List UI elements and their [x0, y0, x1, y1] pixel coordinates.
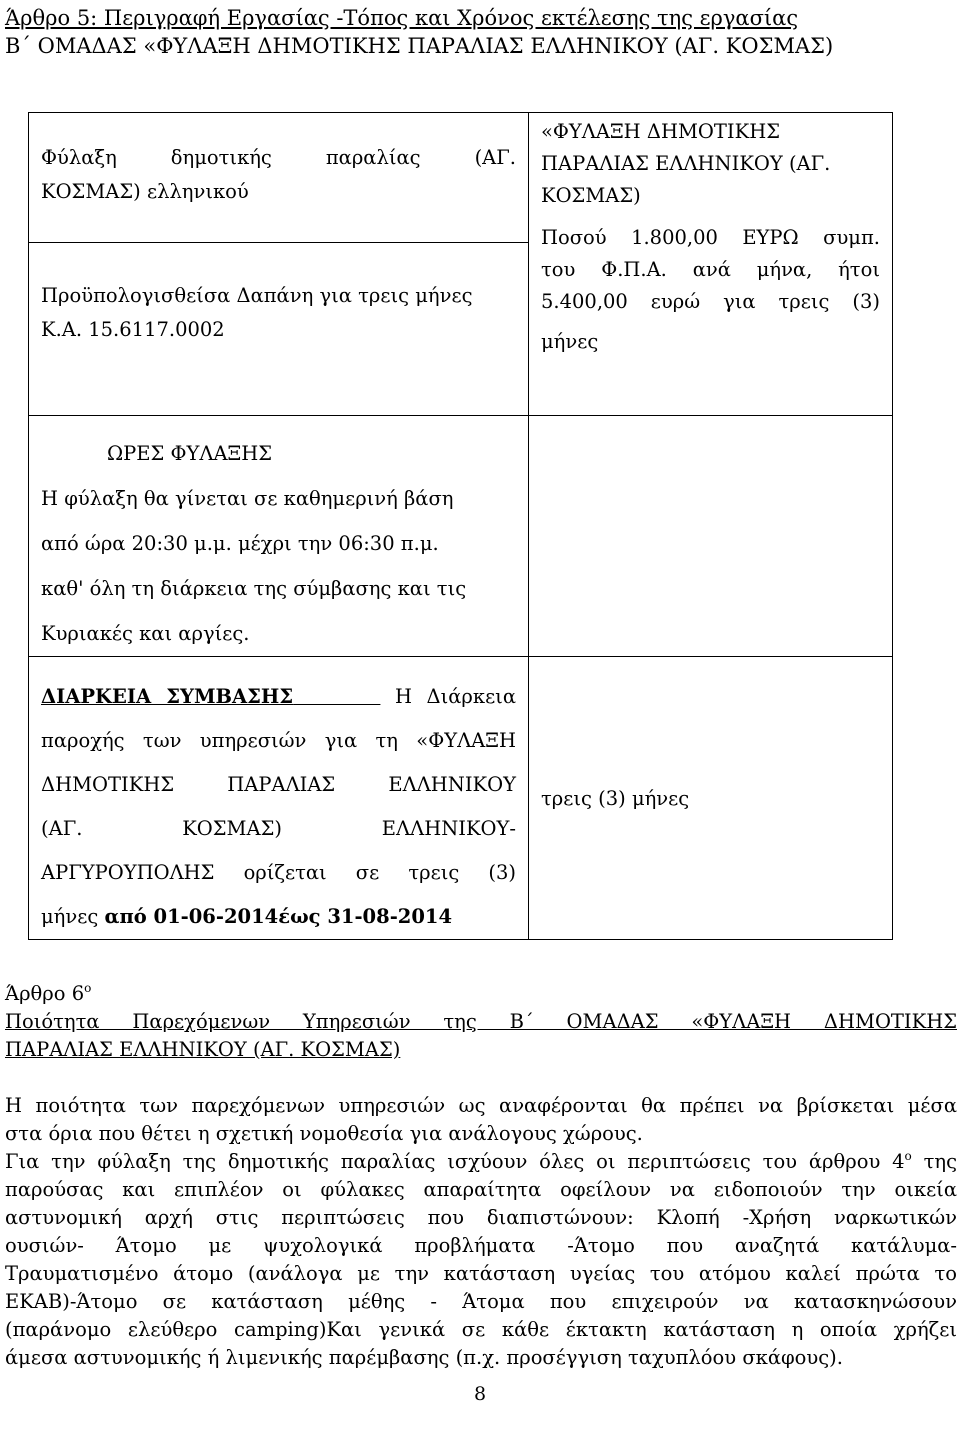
- article5-group-title: Β΄ ΟΜΑΔΑΣ «ΦΥΛΑΞΗ ΔΗΜΟΤΙΚΗΣ ΠΑΡΑΛΙΑΣ ΕΛΛΗΝΙΚΟΥ (ΑΓ. ΚΟΣΜΑΣ): [5, 34, 834, 58]
- empty-cell: [529, 416, 893, 657]
- budget-cell: Προϋπολογισθείσα Δαπάνη για τρεις μήνες Κ.Α. 15.6117.0002: [29, 243, 529, 416]
- article6-title: Άρθρο $6^o$: [5, 981, 92, 1005]
- duration-value-cell: τρεις (3) μήνες: [529, 657, 893, 940]
- paragraph-line: άμεσα αστυνομικής ή λιμενικής παρέμβασης (π.χ. προσέγγιση ταχυπλόου σκάφους).: [5, 1346, 843, 1369]
- paragraph-line: ΕΚΑΒ)-Άτομο σε κατάσταση μέθης - Άτομα που επιχειρούν να κατασκηνώσουν: [5, 1290, 957, 1313]
- spec-table: [28, 112, 893, 940]
- table-row: [29, 113, 893, 243]
- table-row: [29, 416, 893, 657]
- paragraph-line: Τραυματισμένο άτομο (ανάλογα με την κατάσταση υγείας του ατόμου καλεί πρώτα το: [5, 1262, 957, 1285]
- paragraph-line: παρούσας και επιπλέον οι φύλακες απαραίτητα οφείλουν να ειδοποιούν την οικεία: [5, 1178, 957, 1201]
- table-row: [29, 657, 893, 940]
- paragraph-line: Για την φύλαξη της δημοτικής παραλίας ισχύουν όλες οι περιπτώσεις του άρθρου $4^o$ της: [5, 1149, 957, 1173]
- page-number: 8: [473, 1383, 487, 1405]
- article5-title: Άρθρο 5: Περιγραφή Εργασίας -Τόπος και Χρόνος εκτέλεσης της εργασίας: [5, 6, 799, 30]
- article6-subtitle-line1: Ποιότητα Παρεχόμενων Υπηρεσιών της Β΄ ΟΜΑΔΑΣ «ΦΥΛΑΞΗ ΔΗΜΟΤΙΚΗΣ: [5, 1010, 957, 1033]
- service-name-cell: «ΦΥΛΑΞΗ ΔΗΜΟΤΙΚΗΣ ΠΑΡΑΛΙΑΣ ΕΛΛΗΝΙΚΟΥ (ΑΓ. ΚΟΣΜΑΣ) Ποσού 1.800,00 ΕΥΡΩ συμπ. του Φ.Π.Α. ανά μήνα, ήτοι 5.400,00 ευρώ για τρεις (3) μήνες: [529, 113, 893, 416]
- article5-heading: [5, 4, 955, 60]
- contract-duration-cell: ΔΙΑΡΚΕΙΑ ΣΥΜΒΑΣΗΣ Η Διάρκεια παροχής των υπηρεσιών για τη «ΦΥΛΑΞΗ ΔΗΜΟΤΙΚΗΣ ΠΑΡΑΛΙΑΣ ΕΛΛΗΝΙΚΟΥ (ΑΓ. ΚΟΣΜΑΣ) ΕΛΛΗΝΙΚΟΥ- ΑΡΓΥΡΟΥΠΟΛΗΣ ορίζεται σε τρεις (3) μήνες από 01-06-2014έως 31-08-2014: [29, 657, 529, 940]
- paragraph-line: ουσιών- Άτομο με ψυχολογικά προβλήματα -Άτομο που αναζητά κατάλυμα-: [5, 1234, 957, 1257]
- duration-heading: ΔΙΑΡΚΕΙΑ ΣΥΜΒΑΣΗΣ: [41, 685, 294, 708]
- paragraph-line: αστυνομική αρχή στις περιπτώσεις που διαπιστώνουν: Κλοπή -Χρήση ναρκωτικών: [5, 1206, 957, 1229]
- paragraph-line: στα όρια που θέτει η σχετική νομοθεσία για ανάλογους χώρους.: [5, 1122, 643, 1145]
- article6-subtitle-line2: ΠΑΡΑΛΙΑΣ ΕΛΛΗΝΙΚΟΥ (ΑΓ. ΚΟΣΜΑΣ): [5, 1038, 401, 1061]
- service-description-cell: Φύλαξη δημοτικής παραλίας (ΑΓ. ΚΟΣΜΑΣ) ελληνικού: [29, 113, 529, 243]
- guard-hours-cell: ΩΡΕΣ ΦΥΛΑΞΗΣ Η φύλαξη θα γίνεται σε καθημερινή βάση από ώρα 20:30 μ.μ. μέχρι την 06:30 π.μ. καθ' όλη τη διάρκεια της σύμβασης και τις Κυριακές και αργίες.: [29, 416, 529, 657]
- paragraph-line: Η ποιότητα των παρεχόμενων υπηρεσιών ως αναφέρονται θα πρέπει να βρίσκεται μέσα: [5, 1094, 957, 1117]
- article6-section: [5, 980, 957, 1372]
- paragraph-line: (παράνομο ελεύθερο camping)Και γενικά σε κάθε έκτακτη κατάσταση η οποία χρήζει: [5, 1318, 957, 1341]
- duration-dates: από 01-06-2014έως 31-08-2014: [104, 905, 453, 928]
